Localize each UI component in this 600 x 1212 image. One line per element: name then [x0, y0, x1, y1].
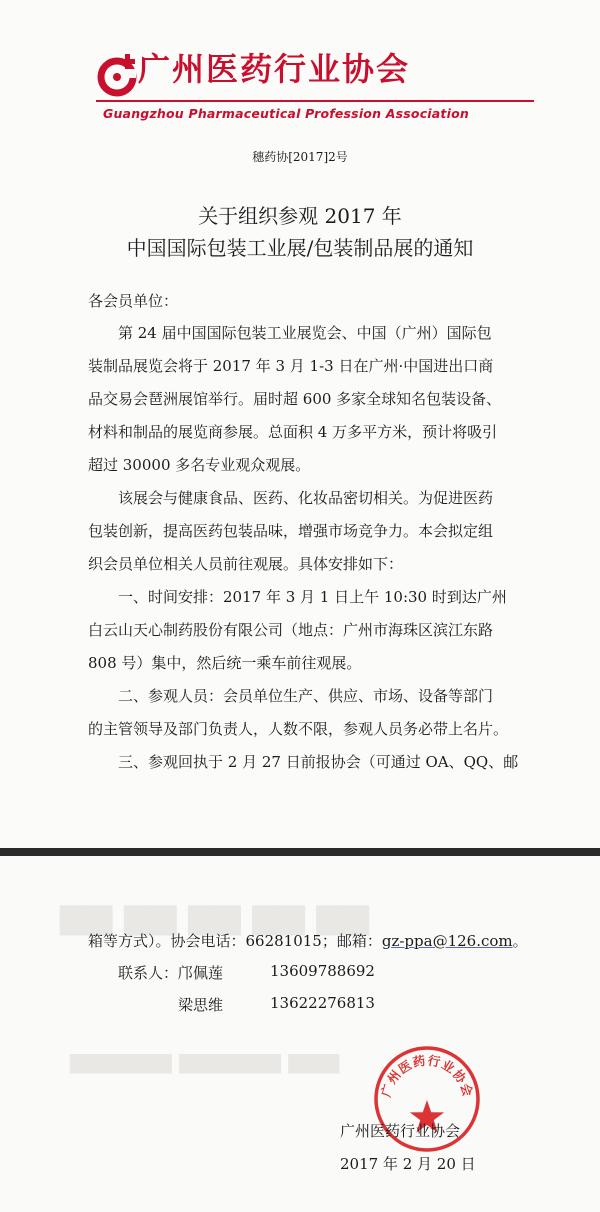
contact-phone: 13622276813	[270, 994, 375, 1012]
letterhead-divider	[96, 100, 534, 102]
body-line: 二、参观人员：会员单位生产、供应、市场、设备等部门	[118, 687, 494, 705]
document-title-line-1: 关于组织参观 2017 年	[198, 204, 402, 228]
document-title-line-2: 中国国际包装工业展/包装制品展的通知	[126, 236, 474, 260]
body-line: 织会员单位相关人员前往观展。具体安排如下：	[88, 555, 404, 573]
association-logo-icon	[96, 52, 142, 98]
body-line: 的主管领导及部门负责人，人数不限，参观人员务必带上名片。	[88, 720, 509, 738]
document-date: 2017 年 2 月 20 日	[340, 1155, 476, 1173]
contact-line-suffix: 。	[512, 932, 528, 950]
org-name: 广州医药行业协会	[138, 50, 411, 88]
body-line: 三、参观回执于 2 月 27 日前报协会（可通过 OA、QQ、邮	[118, 753, 519, 771]
email-link[interactable]: gz-ppa@126.com	[381, 932, 513, 950]
body-line: 包装创新，提高医药包装品味，增强市场竞争力。本会拟定组	[88, 522, 494, 540]
contact-line	[88, 930, 528, 951]
contact-line-prefix: 箱等方式）。协会电话：66281015；邮箱：	[88, 932, 382, 950]
page-separator	[0, 848, 600, 856]
contact-name: 邝佩莲	[178, 964, 224, 982]
contact-label: 联系人：	[118, 964, 179, 982]
body-line: 白云山天心制药股份有限公司（地点：广州市海珠区滨江东路	[88, 621, 494, 639]
document-number: 穗药协[2017]2号	[252, 150, 348, 164]
seal-text: 广州医药行业协会	[378, 1052, 476, 1099]
body-line: 装制品展览会将于 2017 年 3 月 1-3 日在广州·中国进出口商	[88, 357, 494, 375]
bleed-through-mark: ▆▆▆ ▆▆▆▆▆▆ ▆▆▆▆▆▆	[70, 1048, 340, 1074]
body-line: 一、时间安排：2017 年 3 月 1 日上午 10:30 时到达广州	[118, 588, 507, 606]
body-line: 材料和制品的展览商参展。总面积 4 万多平方米，预计将吸引	[88, 423, 498, 441]
body-line: 该展会与健康食品、医药、化妆品密切相关。为促进医药	[118, 489, 494, 507]
body-line: 第 24 届中国国际包装工业展览会、中国（广州）国际包	[118, 324, 492, 342]
org-name-english: Guangzhou Pharmaceutical Profession Association	[103, 106, 469, 121]
contact-phone: 13609788692	[270, 962, 375, 980]
body-line: 超过 30000 多名专业观众观展。	[88, 456, 311, 474]
body-line: 品交易会琶洲展馆举行。届时超 600 多家全球知名包装设备、	[88, 390, 502, 408]
letter-page-2	[0, 856, 600, 1212]
body-line: 808 号）集中，然后统一乘车前往观展。	[88, 654, 362, 672]
salutation: 各会员单位：	[88, 292, 179, 310]
contact-name: 梁思维	[178, 996, 224, 1014]
signature-org: 广州医药行业协会	[340, 1122, 461, 1140]
bleed-through-mark: ▆▆ ▆▆ ▆▆ ▆▆ ▆▆	[60, 896, 369, 936]
